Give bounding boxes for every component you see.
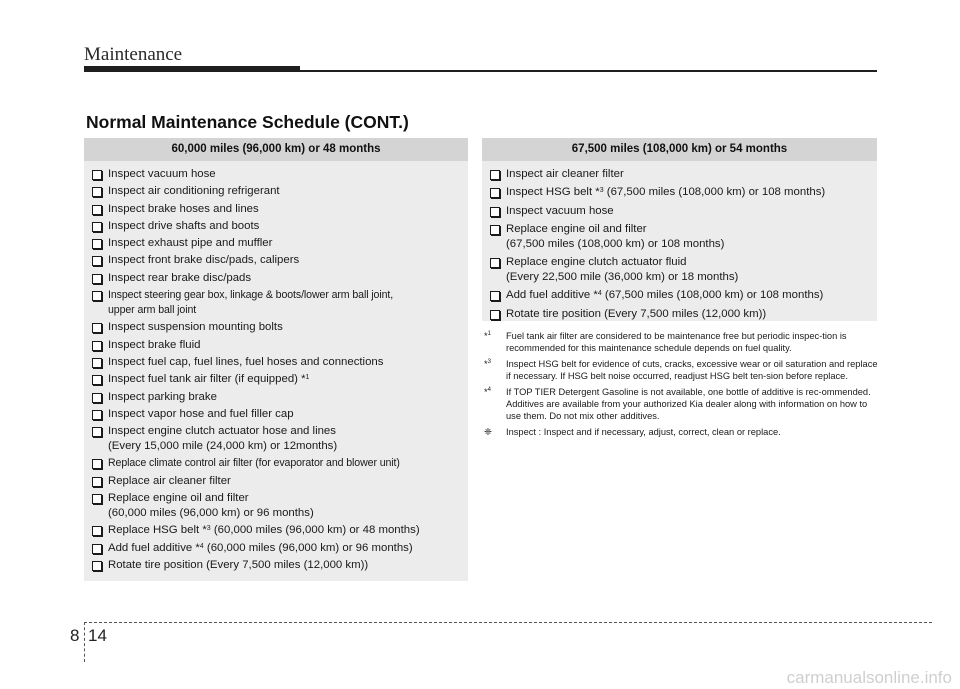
checkbox-icon [92, 256, 102, 266]
footer-divider [84, 622, 85, 662]
item-text: Inspect fuel tank air filter (if equipped) * [108, 373, 306, 386]
item-text: Inspect air conditioning refrigerant [108, 185, 280, 198]
item-text: Inspect drive shafts and boots [108, 219, 260, 232]
footnote [484, 358, 878, 382]
checklist-item [92, 253, 462, 270]
page-number: 14 [88, 626, 107, 645]
checkbox-icon [490, 258, 500, 268]
item-text: Inspect front brake disc/pads, calipers [108, 254, 300, 267]
item-text: Add fuel additive * [506, 289, 598, 302]
checklist-item [92, 424, 462, 456]
checkbox-icon [92, 274, 102, 284]
item-continuation: (Every 15,000 mile (24,000 km) or 12months) [108, 440, 338, 453]
checklist-item [490, 185, 871, 203]
item-interval: (60,000 miles (96,000 km) or 48 months) [210, 524, 420, 537]
schedule-box-67500 [482, 138, 877, 321]
item-text: Inspect air cleaner filter [506, 168, 624, 180]
checkbox-icon [92, 459, 102, 469]
checklist-item [92, 491, 462, 523]
checkbox-icon [92, 526, 102, 536]
footnote [484, 426, 878, 438]
checkbox-icon [92, 239, 102, 249]
checkbox-icon [92, 544, 102, 554]
item-interval: (67,500 miles (108,000 km) or 108 months) [601, 289, 824, 302]
checklist-item [490, 255, 871, 288]
checkbox-icon [92, 393, 102, 403]
schedule-heading: 60,000 miles (96,000 km) or 48 months [84, 138, 468, 161]
footnote-mark: ❈ [484, 427, 492, 437]
chapter-number: 8 [70, 626, 80, 645]
item-text: Rotate tire position (Every 7,500 miles (12,000 km)) [108, 558, 369, 571]
footer-rule [84, 622, 932, 623]
item-text: Inspect vacuum hose [108, 168, 216, 180]
checklist [84, 161, 468, 575]
checkbox-icon [92, 222, 102, 232]
checkbox-icon [490, 310, 500, 320]
checkbox-icon [92, 410, 102, 420]
checkbox-icon [490, 291, 500, 301]
schedule-box-60000 [84, 138, 468, 581]
header-rule-thin [300, 70, 877, 72]
footnote-ref: 1 [305, 374, 310, 382]
footnote-text: Inspect : Inspect and if necessary, adjust, correct, clean or replace. [506, 427, 781, 437]
checkbox-icon [490, 170, 500, 180]
item-continuation: (Every 22,500 mile (36,000 km) or 18 months) [506, 271, 739, 284]
checkbox-icon [92, 341, 102, 351]
checkbox-icon [490, 207, 500, 217]
checkbox-icon [92, 323, 102, 333]
checklist-item [490, 167, 871, 185]
item-text: Inspect engine clutch actuator hose and lines [108, 425, 336, 438]
schedule-heading: 67,500 miles (108,000 km) or 54 months [482, 138, 877, 161]
checklist-item [490, 307, 871, 325]
item-continuation: (67,500 miles (108,000 km) or 108 months) [506, 237, 725, 250]
checklist-item [92, 288, 462, 320]
checkbox-icon [92, 170, 102, 180]
footnotes [484, 330, 878, 442]
checkbox-icon [92, 291, 102, 301]
checklist-item [92, 320, 462, 337]
item-text: Replace climate control air filter (for evaporator and blower unit) [108, 457, 400, 470]
item-text: Inspect brake hoses and lines [108, 202, 259, 215]
item-text: Inspect exhaust pipe and muffler [108, 237, 273, 250]
item-interval: (67,500 miles (108,000 km) or 108 months) [603, 186, 826, 199]
checkbox-icon [92, 205, 102, 215]
checkbox-icon [92, 187, 102, 197]
checkbox-icon [92, 477, 102, 487]
checklist-item [490, 204, 871, 222]
item-text: Replace engine clutch actuator fluid [506, 256, 687, 269]
item-interval: (60,000 miles (96,000 km) or 96 months) [203, 541, 413, 554]
checklist-item [92, 184, 462, 201]
item-text: Inspect HSG belt * [506, 186, 600, 199]
item-text: Replace HSG belt * [108, 524, 207, 537]
item-text: Rotate tire position (Every 7,500 miles (12,000 km)) [506, 307, 767, 320]
header-rule-thick [84, 66, 300, 72]
item-text: Add fuel additive * [108, 541, 200, 554]
item-continuation: upper arm ball joint [108, 304, 197, 317]
footnote [484, 330, 878, 354]
checklist-item [92, 167, 462, 184]
checkbox-icon [92, 358, 102, 368]
item-text: Inspect fuel cap, fuel lines, fuel hoses and connections [108, 355, 384, 368]
footnote [484, 386, 878, 422]
footnote-ref: 3 [206, 525, 211, 533]
item-continuation: (60,000 miles (96,000 km) or 96 months) [108, 507, 314, 520]
item-text: Inspect vapor hose and fuel filler cap [108, 407, 294, 420]
checklist-item [92, 372, 462, 389]
checkbox-icon [490, 225, 500, 235]
checklist [482, 161, 877, 325]
checklist-item [92, 236, 462, 253]
checklist-item [92, 407, 462, 424]
checkbox-icon [92, 561, 102, 571]
checklist-item [92, 338, 462, 355]
footnote-mark: *$^4$ [484, 387, 491, 397]
item-text: Inspect brake fluid [108, 338, 201, 351]
footnote-ref: 3 [599, 187, 604, 195]
item-text: Inspect vacuum hose [506, 204, 614, 217]
checklist-item [92, 202, 462, 219]
footnote-mark: *$^3$ [484, 359, 491, 369]
item-text: Replace engine oil and filter [108, 492, 249, 505]
checkbox-icon [92, 427, 102, 437]
item-text: Replace engine oil and filter [506, 222, 647, 235]
item-text: Replace air cleaner filter [108, 474, 231, 487]
checklist-item [92, 271, 462, 288]
checklist-item [92, 474, 462, 491]
checklist-item [92, 558, 462, 575]
checklist-item [490, 288, 871, 306]
checklist-item [92, 541, 462, 558]
checkbox-icon [490, 188, 500, 198]
watermark: carmanualsonline.info [786, 668, 952, 687]
footnote-text: If TOP TIER Detergent Gasoline is not available, one bottle of additive is rec-ommended. Additives are available from your authorized Kia dealer along with information on how to use them. Do not mix other additives. [506, 387, 871, 421]
checklist-item [92, 456, 462, 473]
checklist-item [490, 222, 871, 255]
item-text: Inspect parking brake [108, 390, 217, 403]
item-text: Inspect steering gear box, linkage & boots/lower arm ball joint, [108, 289, 394, 302]
checklist-item [92, 219, 462, 236]
checklist-item [92, 523, 462, 540]
checklist-item [92, 355, 462, 372]
item-text: Inspect rear brake disc/pads [108, 271, 252, 284]
checkbox-icon [92, 494, 102, 504]
section-title: Normal Maintenance Schedule (CONT.) [86, 112, 409, 132]
footnote-text: Fuel tank air filter are considered to be maintenance free but periodic inspec-tion is recommended for this maintenance schedule depends on fuel quality. [506, 331, 847, 353]
footnote-ref: 4 [199, 542, 204, 550]
footnote-mark: *$^1$ [484, 331, 491, 341]
running-header: Maintenance [84, 44, 183, 65]
footnote-text: Inspect HSG belt for evidence of cuts, cracks, excessive wear or oil saturation and replace if necessary. If HSG belt noise occurred, readjust HSG belt ten-sion before replace. [506, 359, 878, 381]
checklist-item [92, 390, 462, 407]
item-text: Inspect suspension mounting bolts [108, 321, 283, 334]
checkbox-icon [92, 375, 102, 385]
footnote-ref: 4 [597, 290, 602, 298]
